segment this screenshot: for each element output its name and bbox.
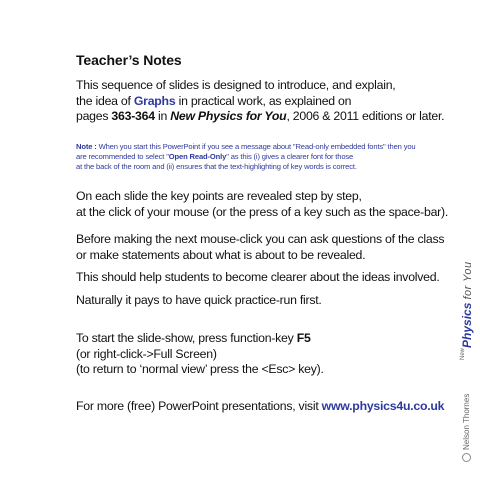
- f5-key: F5: [296, 331, 311, 346]
- intro-line-3: pages 363-364 in New Physics for You, 2006 & 2011 editions or later.: [76, 109, 445, 123]
- more-line: For more (free) PowerPoint presentations, visit www.physics4u.co.uk: [76, 398, 445, 413]
- note-label: Note :: [76, 141, 97, 151]
- practice-line: Naturally it pays to have quick practice-run first.: [76, 292, 322, 307]
- before-line-2: or make statements about what is about to be revealed.: [76, 247, 366, 262]
- website-link[interactable]: www.physics4u.co.uk: [321, 398, 445, 413]
- start-line-2: (or right-click->Full Screen): [76, 346, 217, 361]
- nelson-thornes-logo: Nelson Thornes: [462, 394, 471, 462]
- note-line-2: are recommended to select "Open Read-Only" as this (i) gives a clearer font for those: [76, 151, 354, 161]
- teachers-notes-content: [76, 52, 449, 414]
- before-line-1: Before making the next mouse-click you can ask questions of the class: [76, 232, 445, 247]
- intro-line-2: the idea of Graphs in practical work, as explained on: [76, 93, 352, 108]
- open-read-only-option: Open Read-Only: [168, 151, 227, 161]
- page-numbers: 363-364: [111, 109, 155, 123]
- new-physics-for-you-logo: $^{New}$Physics for You: [460, 261, 474, 360]
- start-line-3: (to return to ‘normal view’ press the <Esc> key).: [76, 362, 324, 377]
- page-title: Teacher’s Notes: [76, 52, 182, 68]
- keyword-graphs: Graphs: [133, 93, 176, 108]
- book-title: New Physics for You: [170, 109, 287, 123]
- step-line-2: at the click of your mouse (or the press of a key such as the space-bar).: [76, 204, 449, 219]
- intro-line-1: This sequence of slides is designed to introduce, and explain,: [76, 78, 396, 92]
- start-line-1: To start the slide-show, press function-key F5: [76, 331, 311, 346]
- nelson-thornes-icon: [462, 453, 471, 462]
- note-line-3: at the back of the room and (ii) ensures that the text-highlighting of key words is correct.: [76, 161, 357, 171]
- step-line-1: On each slide the key points are revealed step by step,: [76, 189, 362, 204]
- help-line: This should help students to become clearer about the ideas involved.: [76, 270, 440, 285]
- note-line-1: Note : When you start this PowerPoint if you see a message about "Read-only embedded fonts" then you: [76, 141, 416, 151]
